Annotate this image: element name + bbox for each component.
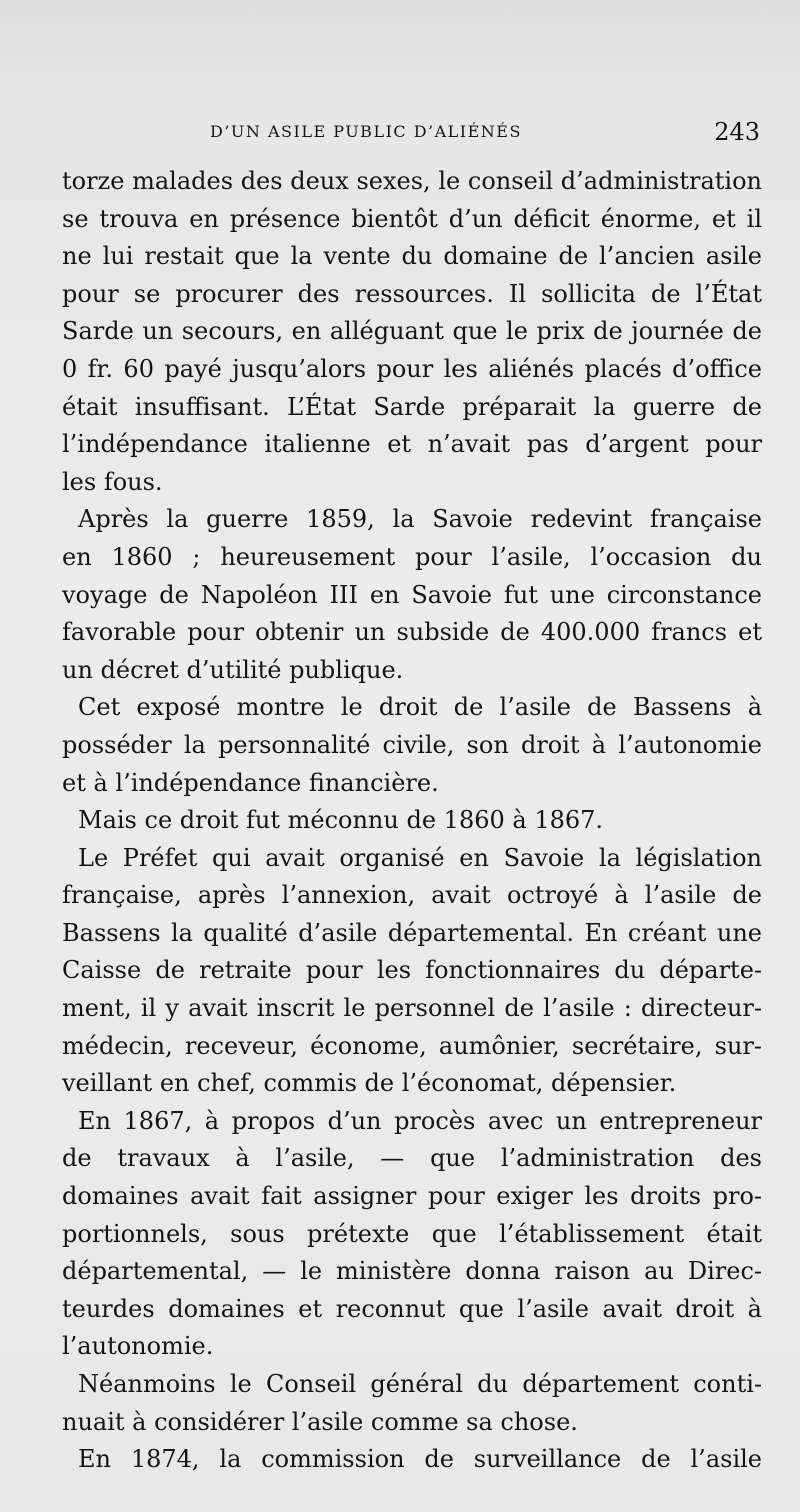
text-line: voyage de Napoléon III en Savoie fut une circonstance [62, 580, 762, 609]
text-line: et à l’indépendance financière. [62, 768, 439, 797]
body-text [62, 163, 762, 1479]
text-line: Sarde un secours, en alléguant que le prix de journée de [62, 317, 762, 346]
text-line: En 1874, la commission de surveillance de l’asile [78, 1445, 762, 1474]
text-line: 0 fr. 60 payé jusqu’alors pour les aliénés placés d’office [62, 354, 762, 383]
text-line: nuait à considérer l’asile comme sa chose. [62, 1407, 578, 1436]
text-line: départemental, — le ministère donna raison au Direc- [62, 1257, 762, 1286]
text-line: médecin, receveur, économe, aumônier, secrétaire, sur- [62, 1031, 762, 1060]
text-line: Cet exposé montre le droit de l’asile de Bassens à [78, 693, 762, 722]
text-line: Bassens la qualité d’asile départemental. En créant une [62, 918, 762, 947]
text-line: l’indépendance italienne et n’avait pas d’argent pour [62, 430, 762, 459]
text-line: en 1860 ; heureusement pour l’asile, l’occasion du [62, 542, 762, 571]
text-line: les fous. [62, 467, 163, 496]
running-title: D’UN ASILE PUBLIC D’ALIÉNÉS [210, 122, 522, 141]
text-line: ment, il y avait inscrit le personnel de l’asile : directeur- [62, 994, 762, 1023]
text-line: veillant en chef, commis de l’économat, dépensier. [62, 1069, 677, 1098]
page-header [60, 118, 760, 150]
text-line: favorable pour obtenir un subside de 400.000 francs et [62, 618, 762, 647]
text-line: Mais ce droit fut méconnu de 1860 à 1867. [78, 806, 604, 835]
text-line: domaines avait fait assigner pour exiger les droits pro- [62, 1182, 762, 1211]
text-line: portionnels, sous prétexte que l’établissement était [62, 1219, 762, 1248]
page-number: 243 [714, 118, 760, 146]
text-line: Après la guerre 1859, la Savoie redevint française [78, 505, 762, 534]
text-line: torze malades des deux sexes, le conseil d’administration [62, 167, 762, 195]
text-line: Caisse de retraite pour les fonctionnaires du départe- [62, 956, 762, 985]
text-line: était insuffisant. L’État Sarde préparait la guerre de [62, 392, 762, 421]
text-line: française, après l’annexion, avait octroyé à l’asile de [62, 881, 762, 910]
text-line: En 1867, à propos d’un procès avec un entrepreneur [78, 1106, 762, 1135]
text-line: de travaux à l’asile, — que l’administration des [62, 1144, 762, 1173]
text-line: teurdes domaines et reconnut que l’asile avait droit à [62, 1294, 762, 1323]
text-line: l’autonomie. [62, 1332, 214, 1361]
text-line: se trouva en présence bientôt d’un déficit énorme, et il [62, 204, 762, 233]
text-line: un décret d’utilité publique. [62, 655, 404, 684]
text-line: ne lui restait que la vente du domaine de l’ancien asile [62, 242, 762, 271]
text-line: Le Préfet qui avait organisé en Savoie la législation [78, 843, 762, 872]
text-line: posséder la personnalité civile, son droit à l’autonomie [62, 730, 762, 759]
text-line: pour se procurer des ressources. Il sollicita de l’État [62, 279, 762, 308]
text-line: Néanmoins le Conseil général du département conti- [78, 1370, 762, 1398]
